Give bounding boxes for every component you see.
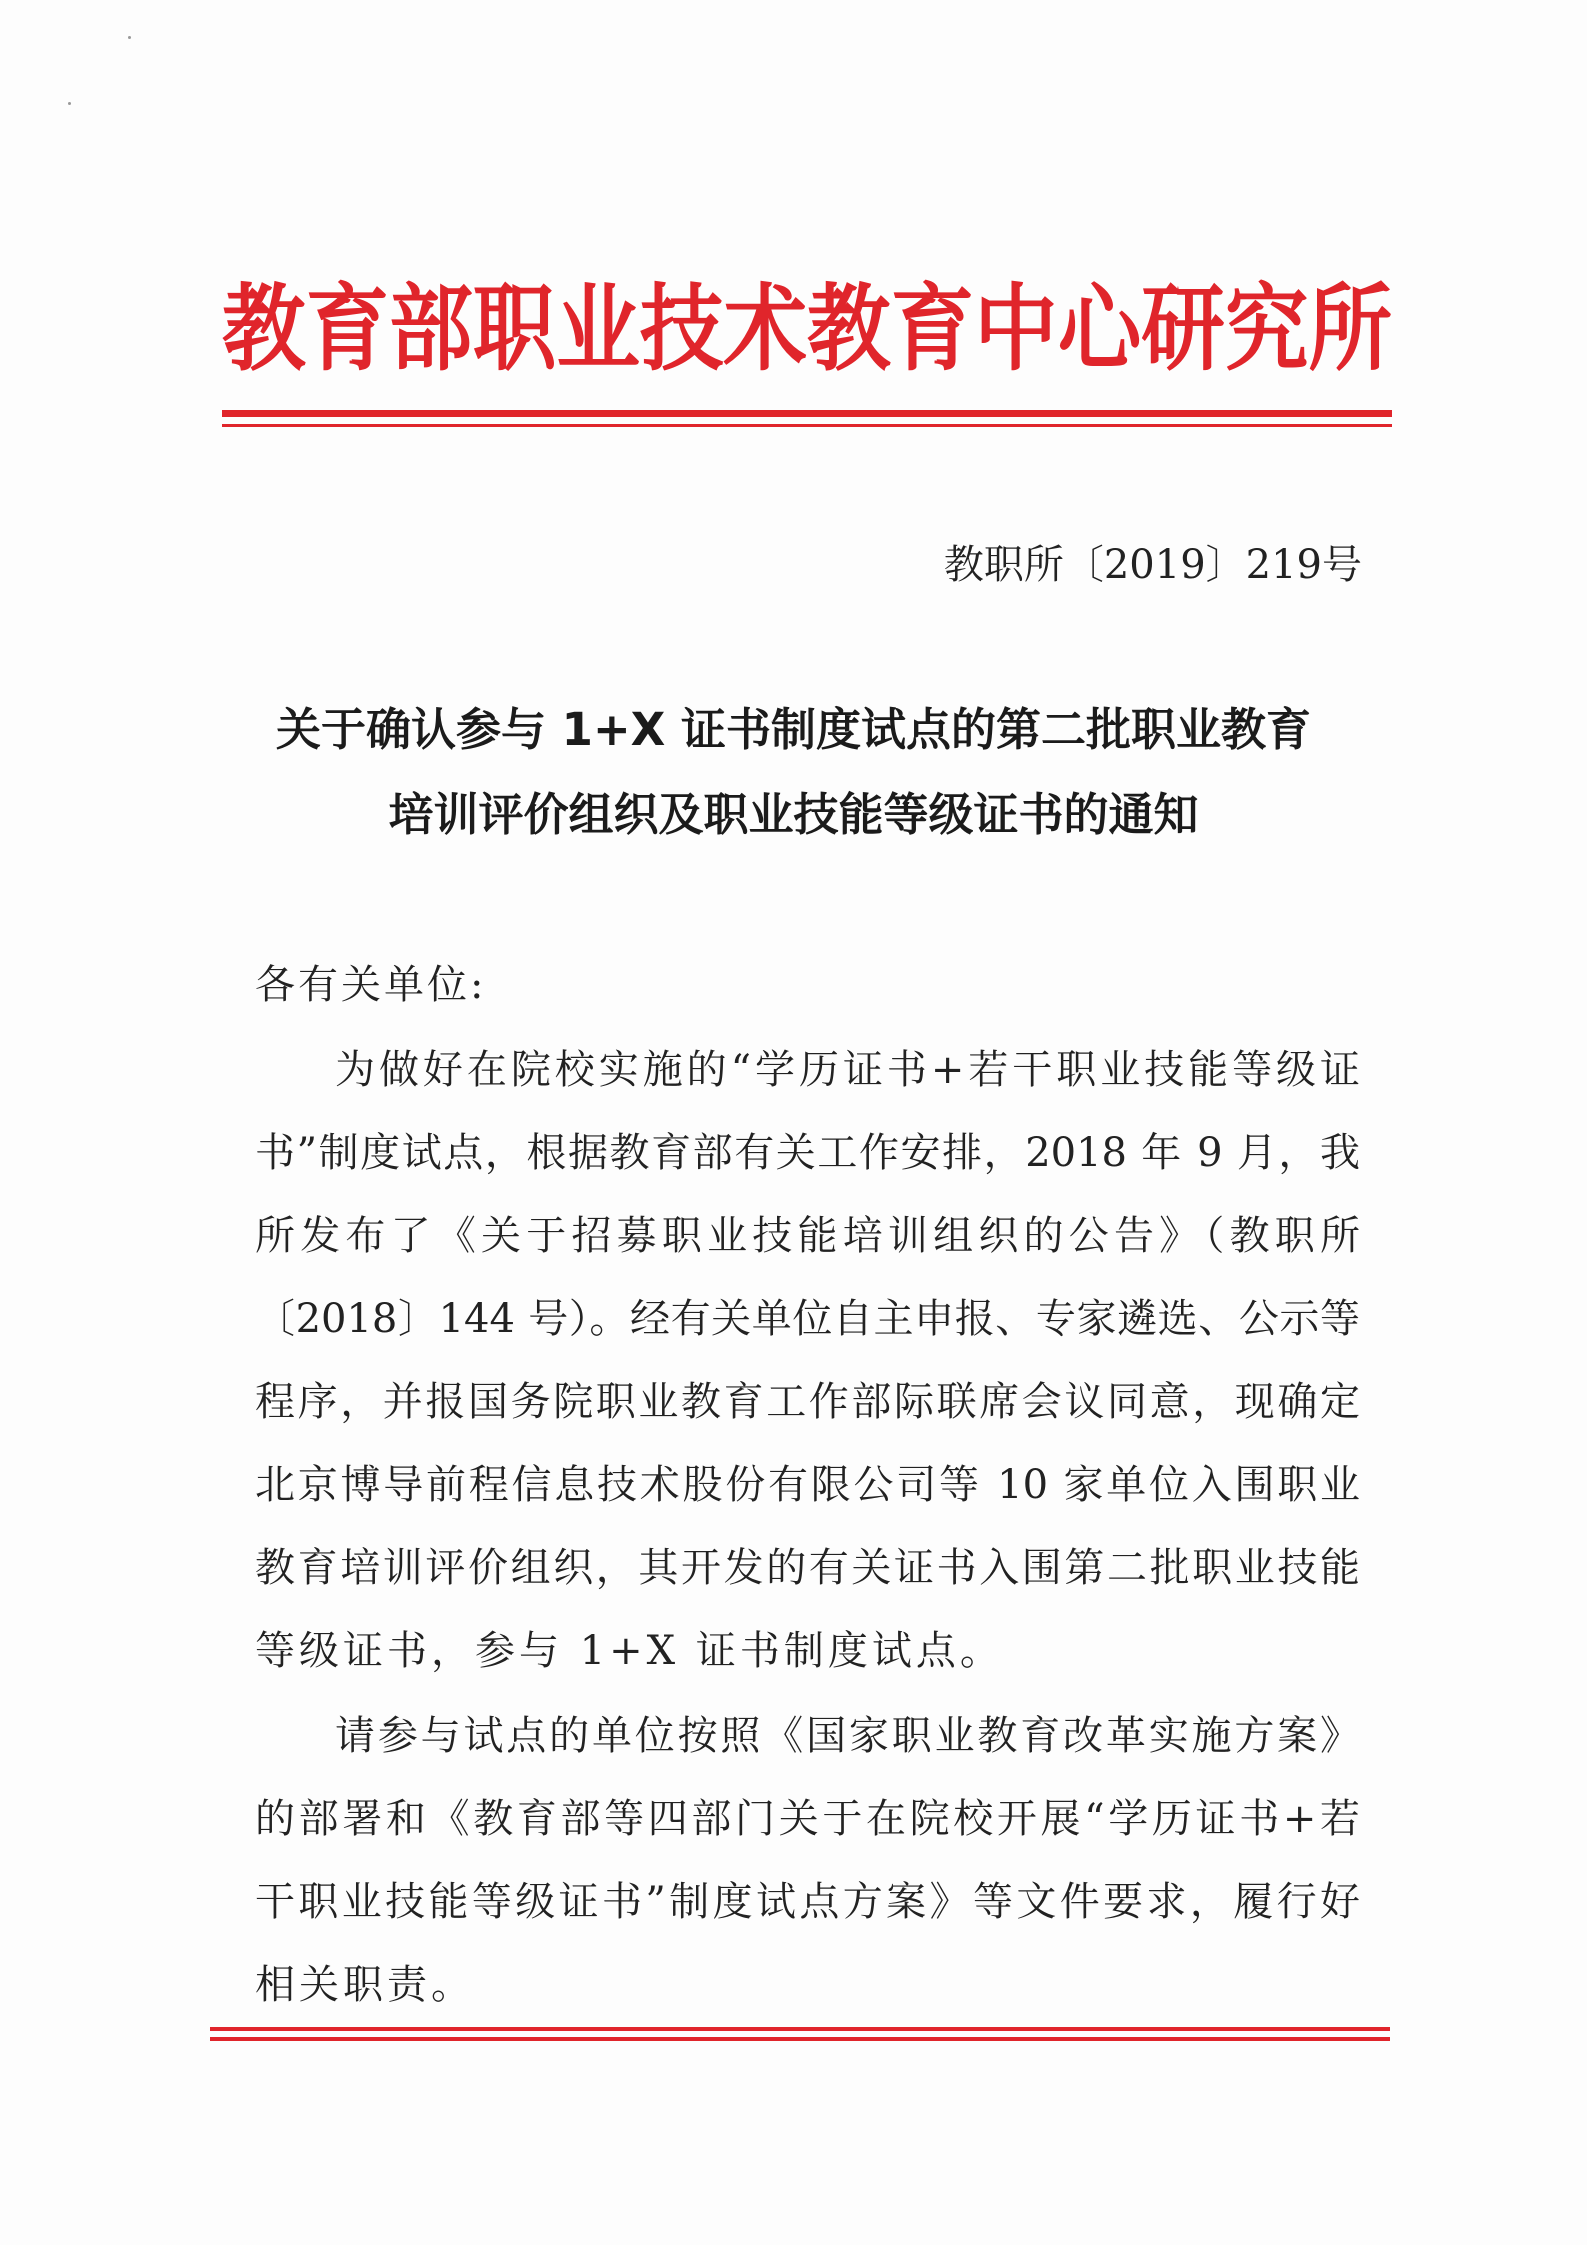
- paragraph-2-line: 的部署和《教育部等四部门关于在院校开展“学历证书+若: [255, 1796, 1360, 1842]
- paragraph-1-line: 北京博导前程信息技术股份有限公司等 10 家单位入围职业: [255, 1462, 1360, 1508]
- paragraph-1-line: 为做好在院校实施的“学历证书+若干职业技能等级证: [335, 1047, 1360, 1093]
- paragraph-1-line: 书”制度试点，根据教育部有关工作安排，2018 年 9 月，我: [255, 1130, 1360, 1176]
- paragraph-1-line: 所发布了《关于招募职业技能培训组织的公告》（教职所: [255, 1213, 1360, 1259]
- document-number: 教职所〔2019〕219号: [943, 542, 1362, 588]
- document-title-line-1: 关于确认参与 1+X 证书制度试点的第二批职业教育: [275, 703, 1312, 756]
- paragraph-2-line: 请参与试点的单位按照《国家职业教育改革实施方案》: [335, 1713, 1360, 1759]
- salutation: 各有关单位:: [255, 962, 487, 1008]
- footer-rule-top: [210, 2027, 1390, 2031]
- paragraph-1-line: 〔2018〕144 号）。经有关单位自主申报、专家遴选、公示等: [255, 1296, 1360, 1342]
- paragraph-1-line: 教育培训评价组织，其开发的有关证书入围第二批职业技能: [255, 1545, 1360, 1591]
- footer-rule-bottom: [210, 2037, 1390, 2041]
- document-title-line-2: 培训评价组织及职业技能等级证书的通知: [388, 788, 1199, 841]
- issuing-organization-masthead: 教育部职业技术教育中心研究所: [222, 275, 1393, 384]
- masthead-rule-thick: [222, 410, 1392, 417]
- scan-speck: [68, 102, 71, 105]
- masthead-rule-thin: [222, 424, 1392, 427]
- paragraph-2-line: 相关职责。: [255, 1962, 475, 2008]
- paragraph-1-line: 等级证书，参与 1+X 证书制度试点。: [255, 1628, 1004, 1674]
- paragraph-1-line: 程序，并报国务院职业教育工作部际联席会议同意，现确定: [255, 1379, 1360, 1425]
- scan-speck: [128, 36, 131, 39]
- paragraph-2-line: 干职业技能等级证书”制度试点方案》等文件要求，履行好: [255, 1879, 1360, 1925]
